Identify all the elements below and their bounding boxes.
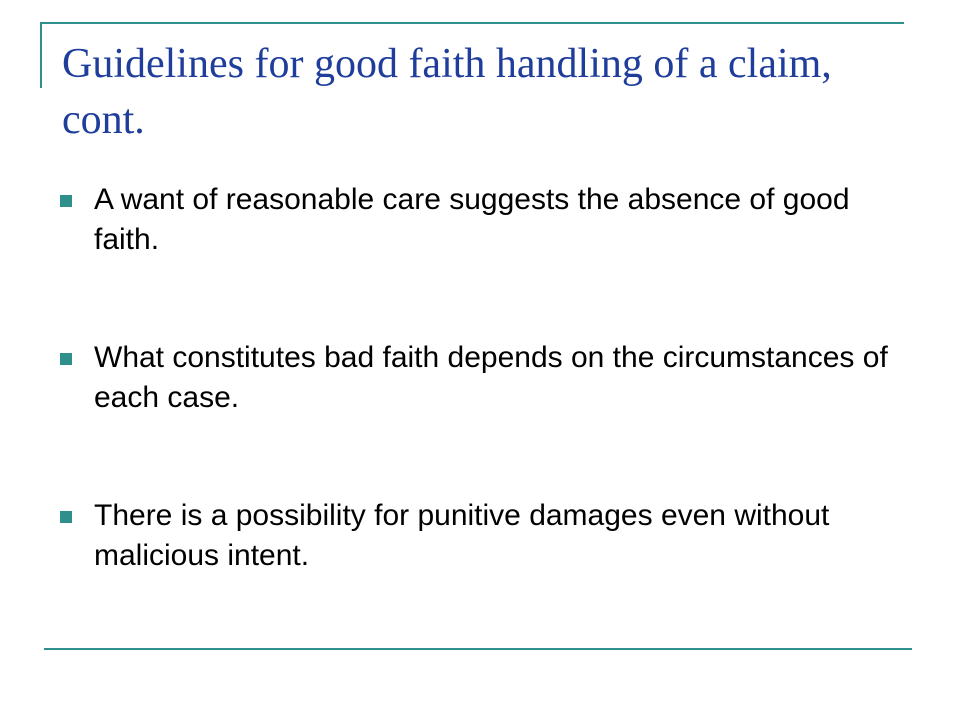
- bullet-item: [60, 496, 890, 576]
- bullet-text: A want of reasonable care suggests the absence of good faith.: [94, 183, 850, 256]
- bullet-text: There is a possibility for punitive damages even without malicious intent.: [94, 499, 830, 572]
- square-bullet-icon: [60, 353, 72, 365]
- bullet-item: [60, 180, 890, 260]
- bullet-text: What constitutes bad faith depends on the circumstances of each case.: [94, 341, 888, 414]
- bullet-list: [60, 180, 890, 576]
- bottom-rule-divider: [44, 648, 912, 650]
- bullet-item: [60, 338, 890, 418]
- slide-title: Guidelines for good faith handling of a claim, cont.: [62, 41, 832, 143]
- square-bullet-icon: [60, 195, 72, 207]
- top-rule-divider: [40, 22, 904, 24]
- left-rule-divider: [40, 22, 42, 88]
- square-bullet-icon: [60, 511, 72, 523]
